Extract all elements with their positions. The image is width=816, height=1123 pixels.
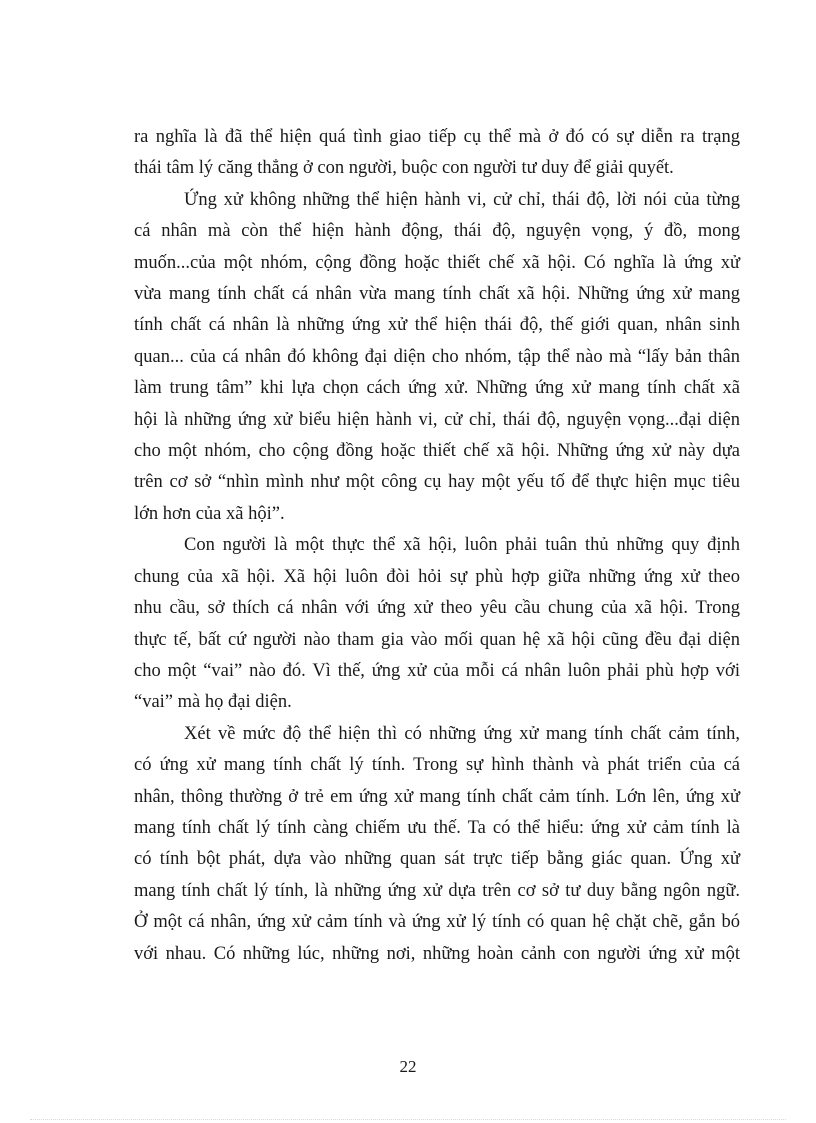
text-line: lớn hơn của xã hội”. bbox=[134, 503, 285, 524]
text-line: Xét về mức độ thể hiện thì có những ứng xử mang tính chất cảm tính, bbox=[184, 723, 740, 744]
text-line: cho một “vai” nào đó. Vì thế, ứng xử của mỗi cá nhân luôn phải phù hợp với bbox=[134, 660, 740, 681]
text-line: mang tính chất lý tính, là những ứng xử dựa trên cơ sở tư duy bằng ngôn ngữ. bbox=[134, 880, 740, 901]
text-line: mang tính chất lý tính càng chiếm ưu thế. Ta có thể hiểu: ứng xử cảm tính là bbox=[134, 817, 740, 838]
paragraph-2 bbox=[134, 185, 740, 530]
text-line: “vai” mà họ đại diện. bbox=[134, 692, 292, 713]
body-text bbox=[134, 122, 740, 970]
text-line: thái tâm lý căng thẳng ở con người, buộc con người tư duy để giải quyết. bbox=[134, 158, 674, 179]
text-line: có tính bột phát, dựa vào những quan sát trực tiếp bằng giác quan. Ứng xử bbox=[134, 849, 740, 870]
text-line: quan... của cá nhân đó không đại diện cho nhóm, tập thể nào mà “lấy bản thân bbox=[134, 346, 740, 367]
text-line: có ứng xử mang tính chất lý tính. Trong sự hình thành và phát triển của cá bbox=[134, 755, 740, 776]
paragraph-4 bbox=[134, 719, 740, 970]
text-line: ra nghĩa là đã thể hiện quá tình giao tiếp cụ thể mà ở đó có sự diễn ra trạng bbox=[134, 127, 740, 147]
text-line: làm trung tâm” khi lựa chọn cách ứng xử. Những ứng xử mang tính chất xã bbox=[134, 378, 740, 399]
text-line: Con người là một thực thể xã hội, luôn phải tuân thủ những quy định bbox=[184, 535, 740, 556]
text-line: nhu cầu, sở thích cá nhân với ứng xử theo yêu cầu chung của xã hội. Trong bbox=[134, 598, 740, 619]
text-line: hội là những ứng xử biểu hiện hành vi, cử chỉ, thái độ, nguyện vọng...đại diện bbox=[134, 409, 740, 430]
text-line: cá nhân mà còn thể hiện hành động, thái độ, nguyện vọng, ý đồ, mong bbox=[134, 221, 740, 242]
text-line: Ở một cá nhân, ứng xử cảm tính và ứng xử lý tính có quan hệ chặt chẽ, gắn bó bbox=[134, 912, 740, 933]
text-line: Ứng xử không những thể hiện hành vi, cử chỉ, thái độ, lời nói của từng bbox=[184, 189, 740, 210]
text-line: vừa mang tính chất cá nhân vừa mang tính chất xã hội. Những ứng xử mang bbox=[134, 284, 740, 305]
text-line: thực tế, bất cứ người nào tham gia vào mối quan hệ xã hội cũng đều đại diện bbox=[134, 629, 740, 650]
text-line: chung của xã hội. Xã hội luôn đòi hỏi sự phù hợp giữa những ứng xử theo bbox=[134, 566, 740, 587]
paragraph-3 bbox=[134, 530, 740, 718]
text-line: trên cơ sở “nhìn mình như một công cụ hay một yếu tố để thực hiện mục tiêu bbox=[134, 472, 740, 493]
page-number: 22 bbox=[399, 1057, 417, 1076]
text-line: với nhau. Có những lúc, những nơi, những hoàn cảnh con người ứng xử một bbox=[134, 943, 740, 964]
paragraph-1 bbox=[134, 122, 740, 185]
text-line: muốn...của một nhóm, cộng đồng hoặc thiết chế xã hội. Có nghĩa là ứng xử bbox=[134, 252, 740, 273]
text-line: tính chất cá nhân là những ứng xử thể hiện thái độ, thế giới quan, nhân sinh bbox=[134, 315, 740, 336]
text-line: cho một nhóm, cho cộng đồng hoặc thiết chế xã hội. Những ứng xử này dựa bbox=[134, 441, 740, 462]
text-line: nhân, thông thường ở trẻ em ứng xử mang tính chất cảm tính. Lớn lên, ứng xử bbox=[134, 786, 740, 807]
page-bottom-divider bbox=[30, 1119, 786, 1120]
